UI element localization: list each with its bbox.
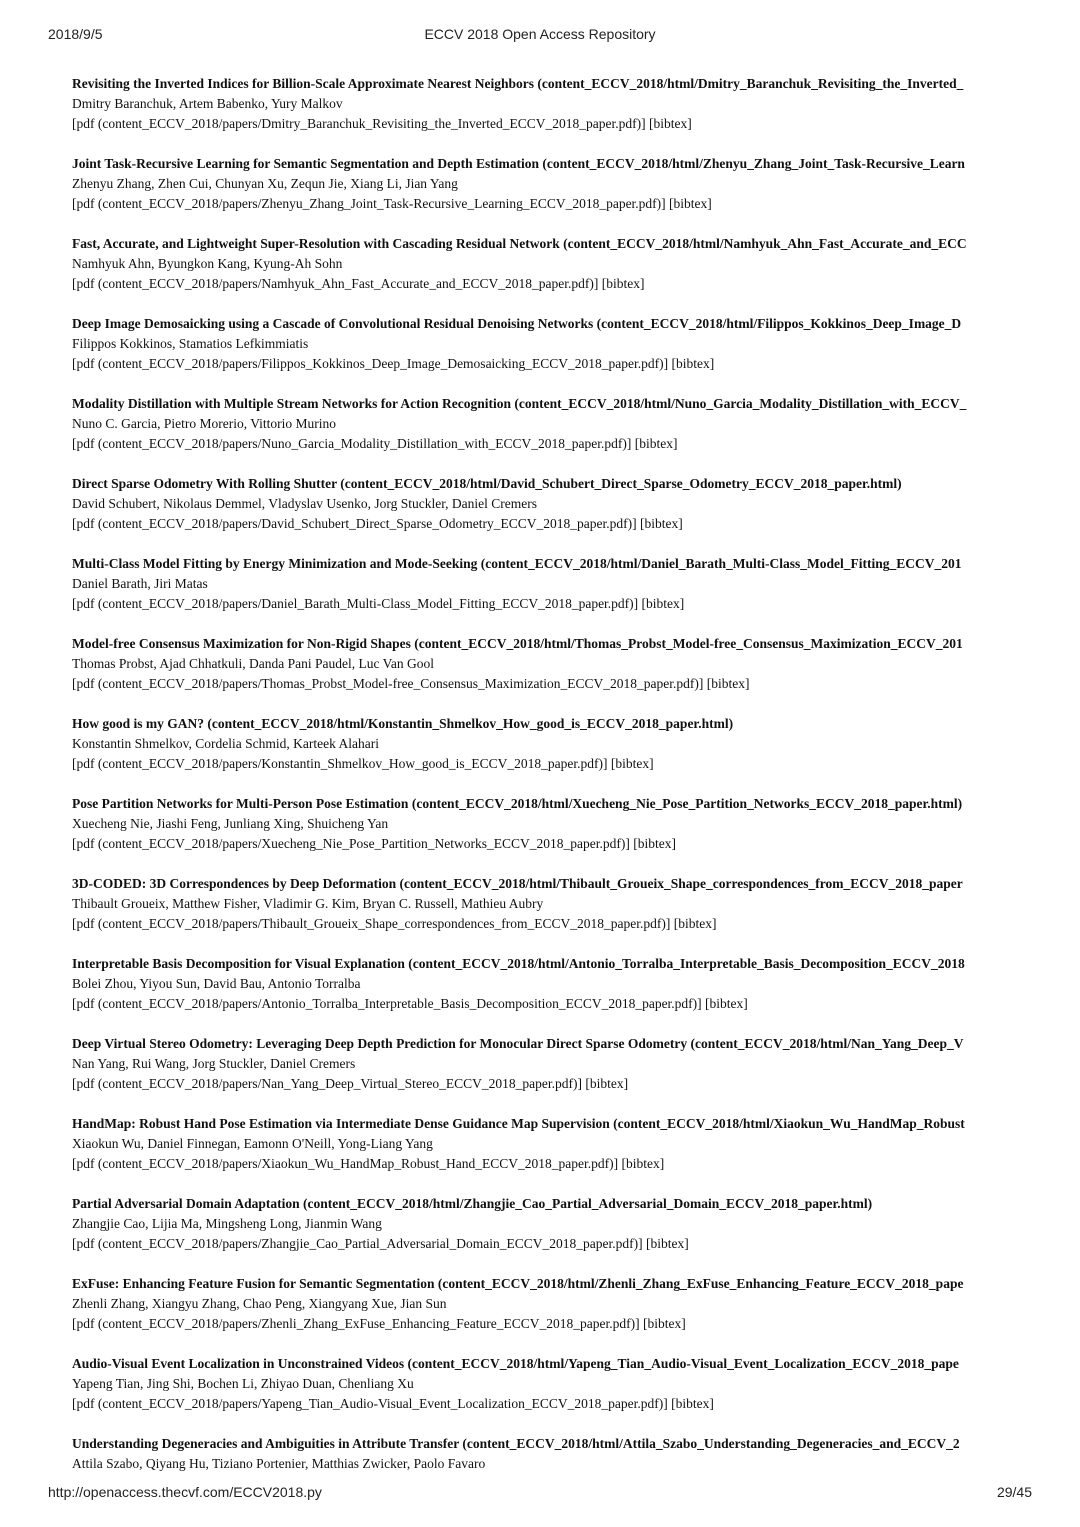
paper-authors: Daniel Barath, Jiri Matas [72, 576, 208, 591]
paper-entry [72, 714, 1032, 794]
paper-links [72, 994, 1032, 1014]
paper-title-line [72, 794, 1032, 814]
bibtex-link[interactable]: [bibtex] [669, 196, 712, 211]
paper-authors: Namhyuk Ahn, Byungkon Kang, Kyung-Ah Sohn [72, 256, 343, 271]
paper-title-link[interactable]: Interpretable Basis Decomposition for Visual Explanation [72, 956, 405, 971]
paper-entry [72, 234, 1032, 314]
paper-title-line [72, 554, 1032, 574]
paper-links [72, 594, 1032, 614]
paper-entry [72, 954, 1032, 1034]
pdf-link[interactable]: [pdf (content_ECCV_2018/papers/Thibault_Groueix_Shape_correspondences_from_ECCV_2018_paper.pdf)] [72, 916, 671, 931]
paper-title-line [72, 1194, 1032, 1214]
pdf-link[interactable]: [pdf (content_ECCV_2018/papers/Thomas_Probst_Model-free_Consensus_Maximization_ECCV_2018_paper.pdf)] [72, 676, 704, 691]
paper-authors: Konstantin Shmelkov, Cordelia Schmid, Karteek Alahari [72, 736, 379, 751]
paper-html-link[interactable]: (content_ECCV_2018/html/Zhangjie_Cao_Partial_Adversarial_Domain_ECCV_2018_paper.html) [303, 1196, 873, 1211]
paper-html-link[interactable]: (content_ECCV_2018/html/Filippos_Kokkinos_Deep_Image_D [596, 316, 962, 331]
paper-links [72, 834, 1032, 854]
bibtex-link[interactable]: [bibtex] [585, 1076, 629, 1091]
paper-authors: Zhangjie Cao, Lijia Ma, Mingsheng Long, Jianmin Wang [72, 1216, 382, 1231]
paper-title-line [72, 1274, 1032, 1294]
paper-authors: Thomas Probst, Ajad Chhatkuli, Danda Pani Paudel, Luc Van Gool [72, 656, 434, 671]
paper-html-link[interactable]: (content_ECCV_2018/html/Xuecheng_Nie_Pose_Partition_Networks_ECCV_2018_paper.html) [411, 796, 963, 811]
paper-title-line [72, 234, 1032, 254]
paper-html-link[interactable]: (content_ECCV_2018/html/Zhenli_Zhang_ExFuse_Enhancing_Feature_ECCV_2018_pape [437, 1276, 964, 1291]
paper-title-line [72, 1434, 1032, 1454]
paper-entry [72, 74, 1032, 154]
paper-authors: Zhenyu Zhang, Zhen Cui, Chunyan Xu, Zequn Jie, Xiang Li, Jian Yang [72, 176, 458, 191]
pdf-link[interactable]: [pdf (content_ECCV_2018/papers/Nuno_Garcia_Modality_Distillation_with_ECCV_2018_paper.pdf)] [72, 436, 632, 451]
paper-authors: Xuecheng Nie, Jiashi Feng, Junliang Xing, Shuicheng Yan [72, 816, 389, 831]
pdf-link[interactable]: [pdf (content_ECCV_2018/papers/Yapeng_Tian_Audio-Visual_Event_Localization_ECCV_2018_paper.pdf)] [72, 1396, 668, 1411]
paper-title-link[interactable]: Understanding Degeneracies and Ambiguities in Attribute Transfer [72, 1436, 460, 1451]
bibtex-link[interactable]: [bibtex] [646, 1236, 689, 1251]
paper-links [72, 514, 1032, 534]
bibtex-link[interactable]: [bibtex] [640, 516, 683, 531]
paper-authors: Nuno C. Garcia, Pietro Morerio, Vittorio Murino [72, 416, 337, 431]
paper-entry [72, 1114, 1032, 1194]
bibtex-link[interactable]: [bibtex] [610, 756, 654, 771]
paper-links [72, 354, 1032, 374]
page-url: http://openaccess.thecvf.com/ECCV2018.py [48, 1484, 322, 1500]
paper-entry [72, 554, 1032, 634]
paper-title-line [72, 954, 1032, 974]
paper-title-line [72, 154, 1032, 174]
print-date: 2018/9/5 [48, 26, 103, 42]
paper-html-link[interactable]: (content_ECCV_2018/html/David_Schubert_Direct_Sparse_Odometry_ECCV_2018_paper.html) [340, 476, 902, 491]
paper-title-line [72, 1034, 1032, 1054]
paper-title-line [72, 1354, 1032, 1374]
paper-links [72, 114, 1032, 134]
page-number: 29/45 [996, 1484, 1032, 1500]
paper-html-link[interactable]: (content_ECCV_2018/html/Thomas_Probst_Model-free_Consensus_Maximization_ECCV_201 [414, 636, 963, 651]
bibtex-link[interactable]: [bibtex] [673, 916, 717, 931]
paper-authors: Dmitry Baranchuk, Artem Babenko, Yury Malkov [72, 96, 343, 111]
paper-title-line [72, 314, 1032, 334]
pdf-link[interactable]: [pdf (content_ECCV_2018/papers/David_Schubert_Direct_Sparse_Odometry_ECCV_2018_paper.pdf)] [72, 516, 637, 531]
pdf-link[interactable]: [pdf (content_ECCV_2018/papers/Xuecheng_Nie_Pose_Partition_Networks_ECCV_2018_paper.pdf)] [72, 836, 630, 851]
pdf-link[interactable]: [pdf (content_ECCV_2018/papers/Daniel_Barath_Multi-Class_Model_Fitting_ECCV_2018_paper.pdf)] [72, 596, 639, 611]
pdf-link[interactable]: [pdf (content_ECCV_2018/papers/Konstantin_Shmelkov_How_good_is_ECCV_2018_paper.pdf)] [72, 756, 608, 771]
bibtex-link[interactable]: [bibtex] [621, 1156, 665, 1171]
paper-links [72, 1394, 1032, 1414]
paper-links [72, 1234, 1032, 1254]
paper-entry [72, 314, 1032, 394]
paper-links [72, 914, 1032, 934]
paper-authors: Thibault Groueix, Matthew Fisher, Vladimir G. Kim, Bryan C. Russell, Mathieu Aubry [72, 896, 544, 911]
paper-links [72, 674, 1032, 694]
paper-title-line [72, 634, 1032, 654]
paper-title-link[interactable]: Joint Task-Recursive Learning for Semantic Segmentation and Depth Estimation [72, 156, 540, 171]
paper-entry [72, 154, 1032, 234]
paper-html-link[interactable]: (content_ECCV_2018/html/Namhyuk_Ahn_Fast_Accurate_and_ECC [563, 236, 967, 251]
pdf-link[interactable]: [pdf (content_ECCV_2018/papers/Zhangjie_Cao_Partial_Adversarial_Domain_ECCV_2018_paper.pdf)] [72, 1236, 643, 1251]
pdf-link[interactable]: [pdf (content_ECCV_2018/papers/Zhenli_Zhang_ExFuse_Enhancing_Feature_ECCV_2018_paper.pdf)] [72, 1316, 640, 1331]
print-header [0, 26, 1080, 46]
paper-entry [72, 394, 1032, 474]
bibtex-link[interactable]: [bibtex] [643, 1316, 686, 1331]
paper-entry [72, 1034, 1032, 1114]
paper-title-line [72, 714, 1032, 734]
paper-authors: Filippos Kokkinos, Stamatios Lefkimmiatis [72, 336, 309, 351]
paper-title-link[interactable]: Pose Partition Networks for Multi-Person Pose Estimation [72, 796, 409, 811]
paper-html-link[interactable]: (content_ECCV_2018/html/Thibault_Groueix_Shape_correspondences_from_ECCV_2018_paper [399, 876, 963, 891]
paper-entry [72, 474, 1032, 554]
paper-authors: Nan Yang, Rui Wang, Jorg Stuckler, Daniel Cremers [72, 1056, 356, 1071]
paper-links [72, 1074, 1032, 1094]
pdf-link[interactable]: [pdf (content_ECCV_2018/papers/Zhenyu_Zhang_Joint_Task-Recursive_Learning_ECCV_2018_paper.pdf)] [72, 196, 666, 211]
paper-title-link[interactable]: ExFuse: Enhancing Feature Fusion for Semantic Segmentation [72, 1276, 435, 1291]
paper-title-line [72, 1114, 1032, 1134]
paper-html-link[interactable]: (content_ECCV_2018/html/Attila_Szabo_Understanding_Degeneracies_and_ECCV_2 [462, 1436, 960, 1451]
bibtex-link[interactable]: [bibtex] [671, 1396, 714, 1411]
paper-html-link[interactable]: (content_ECCV_2018/html/Zhenyu_Zhang_Joint_Task-Recursive_Learn [542, 156, 965, 171]
paper-title-link[interactable]: 3D-CODED: 3D Correspondences by Deep Deformation [72, 876, 397, 891]
bibtex-link[interactable]: [bibtex] [671, 356, 715, 371]
paper-title-link[interactable]: Modality Distillation with Multiple Stream Networks for Action Recognition [72, 396, 511, 411]
paper-html-link[interactable]: (content_ECCV_2018/html/Nan_Yang_Deep_V [690, 1036, 964, 1051]
paper-entry [72, 874, 1032, 954]
paper-links [72, 754, 1032, 774]
paper-title-link[interactable]: Direct Sparse Odometry With Rolling Shutter [72, 476, 337, 491]
paper-entry [72, 634, 1032, 714]
paper-authors: Zhenli Zhang, Xiangyu Zhang, Chao Peng, Xiangyang Xue, Jian Sun [72, 1296, 447, 1311]
paper-entry [72, 1354, 1032, 1434]
paper-links [72, 1154, 1032, 1174]
pdf-link[interactable]: [pdf (content_ECCV_2018/papers/Antonio_Torralba_Interpretable_Basis_Decomposition_ECCV_2018_paper.pdf)] [72, 996, 702, 1011]
pdf-link[interactable]: [pdf (content_ECCV_2018/papers/Dmitry_Baranchuk_Revisiting_the_Inverted_ECCV_2018_paper.pdf)] [72, 116, 646, 131]
paper-links [72, 274, 1032, 294]
paper-authors: Bolei Zhou, Yiyou Sun, David Bau, Antonio Torralba [72, 976, 361, 991]
pdf-link[interactable]: [pdf (content_ECCV_2018/papers/Filippos_Kokkinos_Deep_Image_Demosaicking_ECCV_2018_paper.pdf)] [72, 356, 669, 371]
paper-title-link[interactable]: Model-free Consensus Maximization for Non-Rigid Shapes [72, 636, 411, 651]
bibtex-link[interactable]: [bibtex] [649, 116, 692, 131]
paper-links [72, 194, 1032, 214]
paper-html-link[interactable]: (content_ECCV_2018/html/Yapeng_Tian_Audio-Visual_Event_Localization_ECCV_2018_pape [407, 1356, 959, 1371]
bibtex-link[interactable]: [bibtex] [633, 836, 677, 851]
bibtex-link[interactable]: [bibtex] [634, 436, 678, 451]
paper-entry [72, 1194, 1032, 1274]
paper-title-link[interactable]: How good is my GAN? [72, 716, 205, 731]
paper-html-link[interactable]: (content_ECCV_2018/html/Antonio_Torralba_Interpretable_Basis_Decomposition_ECCV_2018 [408, 956, 965, 971]
paper-links [72, 434, 1032, 454]
paper-title-link[interactable]: HandMap: Robust Hand Pose Estimation via Intermediate Dense Guidance Map Supervision [72, 1116, 610, 1131]
paper-title-line [72, 474, 1032, 494]
paper-list [72, 74, 1032, 1514]
paper-title-line [72, 74, 1032, 94]
paper-title-line [72, 874, 1032, 894]
paper-links [72, 1314, 1032, 1334]
paper-title-link[interactable]: Fast, Accurate, and Lightweight Super-Resolution with Cascading Residual Network [72, 236, 560, 251]
bibtex-link[interactable]: [bibtex] [705, 996, 748, 1011]
bibtex-link[interactable]: [bibtex] [641, 596, 685, 611]
print-footer [0, 1484, 1080, 1504]
paper-authors: David Schubert, Nikolaus Demmel, Vladyslav Usenko, Jorg Stuckler, Daniel Cremers [72, 496, 537, 511]
paper-title-link[interactable]: Deep Image Demosaicking using a Cascade of Convolutional Residual Denoising Networks [72, 316, 594, 331]
pdf-link[interactable]: [pdf (content_ECCV_2018/papers/Xiaokun_Wu_HandMap_Robust_Hand_ECCV_2018_paper.pdf)] [72, 1156, 619, 1171]
paper-html-link[interactable]: (content_ECCV_2018/html/Daniel_Barath_Multi-Class_Model_Fitting_ECCV_201 [480, 556, 962, 571]
pdf-link[interactable]: [pdf (content_ECCV_2018/papers/Namhyuk_Ahn_Fast_Accurate_and_ECCV_2018_paper.pdf)] [72, 276, 599, 291]
pdf-link[interactable]: [pdf (content_ECCV_2018/papers/Nan_Yang_Deep_Virtual_Stereo_ECCV_2018_paper.pdf)] [72, 1076, 582, 1091]
paper-title-link[interactable]: Multi-Class Model Fitting by Energy Minimization and Mode-Seeking [72, 556, 478, 571]
paper-title-link[interactable]: Audio-Visual Event Localization in Unconstrained Videos [72, 1356, 405, 1371]
paper-title-link[interactable]: Partial Adversarial Domain Adaptation [72, 1196, 300, 1211]
paper-entry [72, 794, 1032, 874]
paper-authors: Xiaokun Wu, Daniel Finnegan, Eamonn O'Neill, Yong-Liang Yang [72, 1136, 433, 1151]
bibtex-link[interactable]: [bibtex] [601, 276, 645, 291]
paper-entry [72, 1274, 1032, 1354]
paper-authors: Yapeng Tian, Jing Shi, Bochen Li, Zhiyao Duan, Chenliang Xu [72, 1376, 414, 1391]
paper-html-link[interactable]: (content_ECCV_2018/html/Dmitry_Baranchuk_Revisiting_the_Inverted_ [537, 76, 964, 91]
paper-html-link[interactable]: (content_ECCV_2018/html/Xiaokun_Wu_HandMap_Robust [613, 1116, 965, 1131]
paper-title-link[interactable]: Revisiting the Inverted Indices for Billion-Scale Approximate Nearest Neighbors [72, 76, 534, 91]
bibtex-link[interactable]: [bibtex] [706, 676, 750, 691]
paper-title-link[interactable]: Deep Virtual Stereo Odometry: Leveraging Deep Depth Prediction for Monocular Direct Sparse Odometry [72, 1036, 688, 1051]
paper-authors: Attila Szabo, Qiyang Hu, Tiziano Portenier, Matthias Zwicker, Paolo Favaro [72, 1456, 486, 1471]
paper-html-link[interactable]: (content_ECCV_2018/html/Nuno_Garcia_Modality_Distillation_with_ECCV_ [514, 396, 967, 411]
page-title: ECCV 2018 Open Access Repository [424, 26, 656, 42]
paper-html-link[interactable]: (content_ECCV_2018/html/Konstantin_Shmelkov_How_good_is_ECCV_2018_paper.html) [207, 716, 734, 731]
paper-title-line [72, 394, 1032, 414]
